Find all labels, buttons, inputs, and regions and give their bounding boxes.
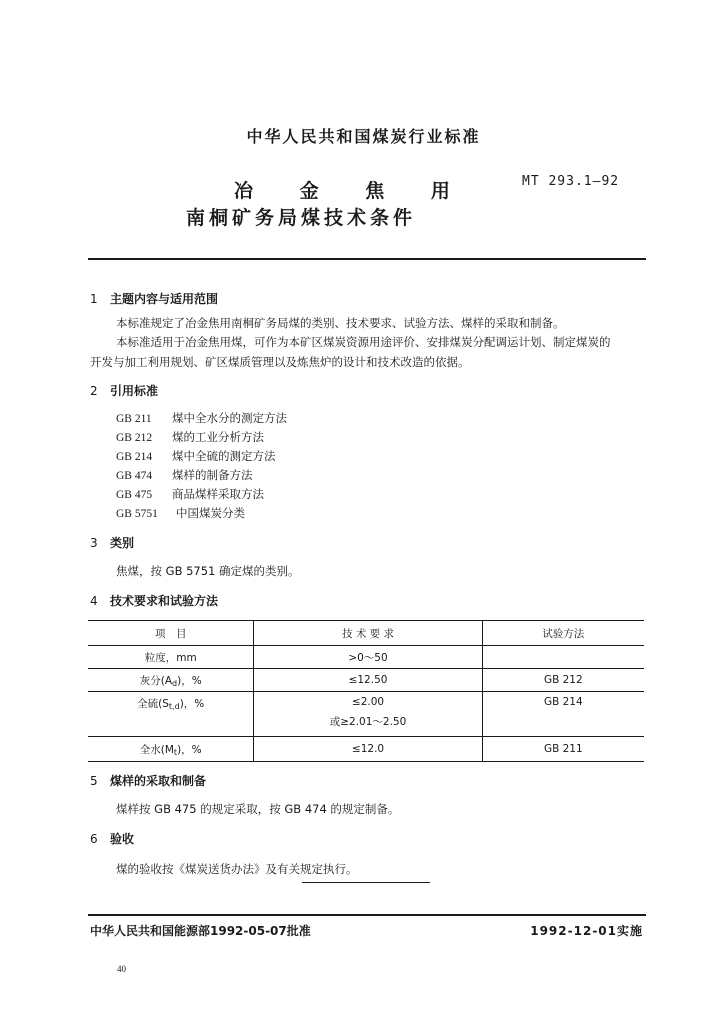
item-subscript: t <box>173 747 178 757</box>
reference-title: 商品煤样采取方法 <box>172 487 264 501</box>
table-row <box>88 669 644 692</box>
reference-code: GB 212 <box>116 432 153 444</box>
reference-code: GB 214 <box>116 451 153 463</box>
section-title: 类别 <box>110 536 135 550</box>
item-suffix: )，% <box>177 674 202 687</box>
item-label: 灰分(A <box>139 674 173 687</box>
section-title: 验收 <box>110 832 135 846</box>
section-number: 1 <box>90 292 98 306</box>
section-6-heading <box>90 830 134 847</box>
section-3-heading <box>90 534 134 551</box>
reference-code: GB 474 <box>116 470 153 482</box>
cell-item <box>88 692 254 737</box>
document-title-line1: 冶 金 焦 用 <box>234 180 470 202</box>
column-header-method: 试验方法 <box>482 621 644 646</box>
item-label: 粒度，mm <box>144 651 197 664</box>
cell-method: GB 212 <box>482 669 644 692</box>
end-rule <box>302 882 430 883</box>
reference-code: GB 211 <box>116 413 152 425</box>
section-3-paragraph: 焦煤，按 GB 5751 确定煤的类别。 <box>116 564 300 578</box>
reference-item <box>116 410 287 426</box>
reference-code: GB 475 <box>116 489 153 501</box>
section-1-heading <box>90 290 218 307</box>
section-title: 主题内容与适用范围 <box>110 292 219 306</box>
item-subscript: d <box>172 678 178 688</box>
item-suffix: )，% <box>179 698 205 710</box>
cell-item <box>88 737 254 762</box>
section-5-heading <box>90 772 206 789</box>
reference-title: 煤中全硫的测定方法 <box>172 449 276 463</box>
reference-code: GB 5751 <box>116 508 158 520</box>
cell-method: GB 211 <box>482 737 644 762</box>
requirement-line-1: ≤2.00 <box>351 696 385 708</box>
document-title-line2: 南桐矿务局煤技术条件 <box>186 207 417 229</box>
section-title: 煤样的采取和制备 <box>110 774 207 788</box>
standard-code: MT 293.1—92 <box>522 174 620 189</box>
cell-method: GB 214 <box>482 692 644 737</box>
table-header-row <box>88 621 644 646</box>
section-5-paragraph: 煤样按 GB 475 的规定采取，按 GB 474 的规定制备。 <box>116 802 400 816</box>
item-label: 全水(M <box>139 743 174 756</box>
page-number: 40 <box>117 964 126 974</box>
header-rule <box>88 258 646 260</box>
cell-requirement: ≤12.50 <box>254 669 482 692</box>
section-number: 4 <box>90 594 98 608</box>
reference-item <box>116 505 245 521</box>
section-2-heading <box>90 382 158 399</box>
section-title: 技术要求和试验方法 <box>110 594 219 608</box>
table-row <box>88 737 644 762</box>
section-1-paragraph-1: 本标准规定了冶金焦用南桐矿务局煤的类别、技术要求、试验方法、煤样的采取和制备。 <box>116 316 565 330</box>
item-suffix: )，% <box>177 743 202 756</box>
section-1-paragraph-2b: 开发与加工利用规划、矿区煤质管理以及炼焦炉的设计和技术改造的依据。 <box>90 355 470 369</box>
section-number: 2 <box>90 384 98 398</box>
section-number: 5 <box>90 774 98 788</box>
item-label: 全硫(S <box>137 698 169 710</box>
cell-requirement: ≤12.0 <box>254 737 482 762</box>
table-row <box>88 646 644 669</box>
reference-item <box>116 448 276 464</box>
section-4-heading <box>90 592 218 609</box>
section-number: 6 <box>90 832 98 846</box>
cell-item <box>88 669 254 692</box>
cell-requirement <box>254 692 482 737</box>
footer-rule <box>88 914 646 916</box>
cell-requirement: >0～50 <box>254 646 482 669</box>
reference-title: 煤的工业分析方法 <box>172 430 264 444</box>
approval-statement: 中华人民共和国能源部1992-05-07批准 <box>90 924 311 938</box>
cell-item <box>88 646 254 669</box>
table-row <box>88 692 644 737</box>
column-header-item: 项 目 <box>88 621 254 646</box>
standard-category-title: 中华人民共和国煤炭行业标准 <box>246 127 481 146</box>
reference-item <box>116 486 264 502</box>
column-header-requirement: 技 术 要 求 <box>254 621 482 646</box>
reference-item <box>116 429 264 445</box>
section-title: 引用标准 <box>110 384 159 398</box>
technical-requirements-table <box>88 620 644 762</box>
requirement-line-2: 或≥2.01～2.50 <box>329 716 407 728</box>
section-6-paragraph: 煤的验收按《煤炭送货办法》及有关规定执行。 <box>116 862 358 876</box>
reference-item <box>116 467 253 483</box>
effective-date: 1992-12-01实施 <box>530 924 643 938</box>
reference-title: 中国煤炭分类 <box>176 506 245 520</box>
reference-title: 煤样的制备方法 <box>172 468 253 482</box>
reference-title: 煤中全水分的测定方法 <box>172 411 287 425</box>
section-number: 3 <box>90 536 98 550</box>
section-1-paragraph-2a: 本标准适用于冶金焦用煤，可作为本矿区煤炭资源用途评价、安排煤炭分配调运计划、制定煤炭的 <box>116 335 611 349</box>
item-subscript: t,d <box>168 702 180 711</box>
cell-method <box>482 646 644 669</box>
